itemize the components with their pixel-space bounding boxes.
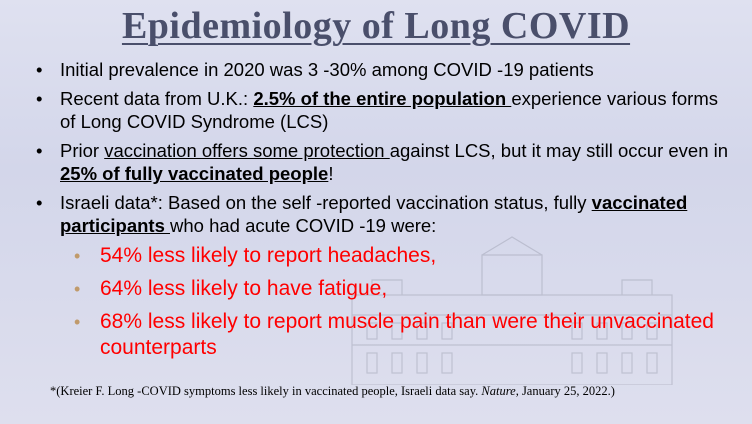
sub-bullet-text: 68% less likely to report muscle pain than were their unvaccinated counterparts: [100, 310, 714, 359]
footnote-text: *(Kreier F. Long -COVID symptoms less likely in vaccinated people, Israeli data say.: [50, 384, 482, 398]
sub-bullet-text: 54% less likely to report headaches,: [100, 244, 437, 267]
bullet-text: Recent data from U.K.:: [60, 88, 254, 109]
bullet-text: Prior: [60, 140, 105, 161]
sub-bullet-dot-icon: •: [74, 246, 81, 266]
bullet-text: experience various forms of Long COVID Syndrome (LCS): [60, 88, 718, 132]
sub-bullet-muscle-pain: [74, 309, 730, 361]
sub-bullet-dot-icon: •: [74, 279, 81, 299]
sub-bullet-text: 64% less likely to have fatigue,: [100, 277, 388, 300]
footnote-journal: Nature: [481, 384, 516, 398]
bullet-uk-data: [36, 87, 730, 133]
sub-bullet-headaches: [74, 243, 730, 269]
footnote-text: , January 25, 2022.): [515, 384, 615, 398]
sub-bullet-fatigue: [74, 276, 730, 302]
sub-bullet-list: [74, 243, 730, 361]
bullet-text: against LCS, but it may still occur even in: [389, 140, 729, 161]
bullet-vaccination: [36, 139, 730, 185]
bullet-dot-icon: •: [36, 88, 43, 109]
slide-title: Epidemiology of Long COVID: [121, 5, 631, 47]
bullet-underline: vaccination offers some protection: [104, 140, 390, 161]
bullet-text: who had acute COVID -19 were:: [170, 215, 437, 236]
sub-bullet-dot-icon: •: [74, 312, 81, 332]
bullet-emphasis: 25% of fully vaccinated people: [60, 163, 329, 184]
bullet-text: !: [328, 163, 334, 184]
bullet-dot-icon: •: [36, 59, 43, 80]
bullet-emphasis: vaccinated participants: [60, 192, 688, 236]
bullet-dot-icon: •: [36, 192, 43, 213]
footnote-citation: [50, 383, 730, 400]
bullet-israeli-data: [36, 191, 730, 361]
bullet-text: Israeli data*: Based on the self -reported vaccination status, fully: [60, 192, 592, 213]
bullet-text: Initial prevalence in 2020 was 3 -30% among COVID -19 patients: [60, 59, 594, 80]
bullet-prevalence: [36, 58, 730, 81]
bullet-emphasis: 2.5% of the entire population: [253, 88, 512, 109]
bullet-list: [36, 58, 730, 368]
bullet-dot-icon: •: [36, 140, 43, 161]
